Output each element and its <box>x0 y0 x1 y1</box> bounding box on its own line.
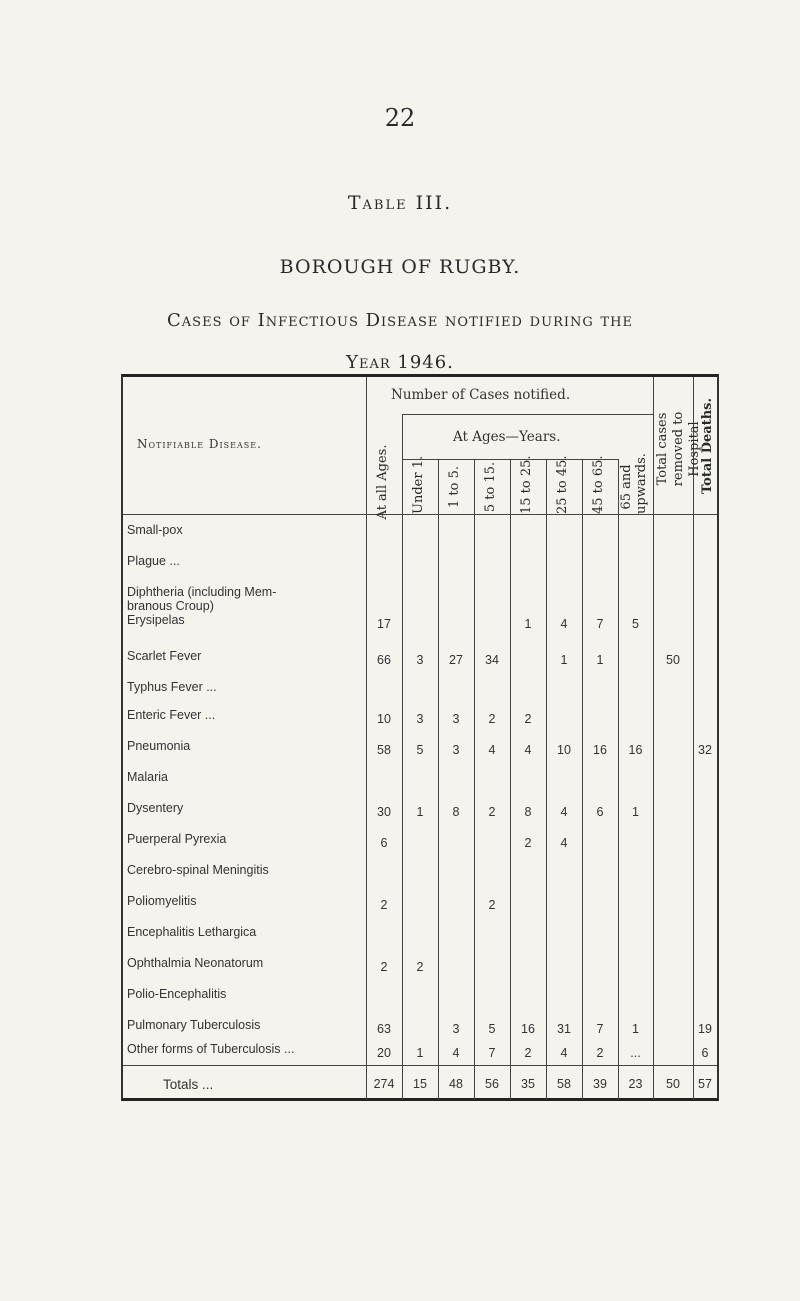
table-row-label <box>127 649 201 663</box>
table-cell: 31 <box>557 1022 571 1036</box>
table-cell: 2 <box>524 712 532 726</box>
row-label-text: Encephalitis Lethargica <box>127 925 257 939</box>
table-row-label <box>127 708 215 722</box>
table-cell: 3 <box>452 743 460 757</box>
table-row-label <box>127 987 226 1001</box>
table-cell: 63 <box>377 1022 391 1036</box>
table-cell: 1 <box>416 805 424 819</box>
table-cell: 7 <box>488 1046 496 1060</box>
table-cell: 56 <box>485 1077 499 1091</box>
row-label-text: Puerperal Pyrexia <box>127 832 227 846</box>
row-label-text: Ophthalmia Neonatorum <box>127 956 264 970</box>
header-age-5: 25 to 45. <box>555 455 570 514</box>
table-cell: 4 <box>452 1046 460 1060</box>
header-at-ages: At Ages—Years. <box>453 429 561 445</box>
table-cell: 66 <box>377 653 391 667</box>
table-cell: 4 <box>560 617 568 631</box>
table-cell: 16 <box>521 1022 535 1036</box>
table-cell: 23 <box>628 1077 643 1091</box>
table-row-label <box>127 801 183 815</box>
table-cell: 4 <box>560 836 568 850</box>
table-cell: 27 <box>449 653 463 667</box>
col-divider <box>693 377 694 1100</box>
table-cell: 1 <box>632 805 639 819</box>
table-row-label <box>127 523 183 537</box>
table-cell: 3 <box>452 712 460 726</box>
table-cell: 6 <box>596 805 604 819</box>
table-cell: 8 <box>524 805 532 819</box>
table-cell: 16 <box>628 743 643 757</box>
header-age-2: 1 to 5. <box>447 466 462 508</box>
row-label-text: Malaria <box>127 770 168 784</box>
col-divider <box>438 459 439 1100</box>
table-row-label <box>127 1042 294 1056</box>
table-row-label <box>127 894 196 908</box>
table-row-label <box>127 770 168 784</box>
row-label-text: branous Croup) <box>127 599 214 613</box>
col-divider <box>366 377 367 1100</box>
table-cell: 50 <box>666 653 680 667</box>
table-row-label <box>127 739 190 753</box>
table-row-label <box>127 680 217 694</box>
table-cell: 2 <box>380 960 388 974</box>
col-divider <box>582 459 583 1100</box>
table-cell: 2 <box>416 960 424 974</box>
table-cell: 57 <box>698 1077 712 1091</box>
row-label-text: Typhus Fever ... <box>127 680 217 694</box>
totals-rule <box>123 1065 717 1066</box>
table-cell: 58 <box>377 743 391 757</box>
table-cell: 34 <box>485 653 499 667</box>
table-cell: 5 <box>488 1022 496 1036</box>
table-cell: 5 <box>632 617 639 631</box>
header-age-6: 45 to 65. <box>591 455 606 514</box>
col-divider <box>546 459 547 1100</box>
row-label-text: Plague ... <box>127 554 180 568</box>
row-label-text: Pulmonary Tuberculosis <box>127 1018 261 1032</box>
table-cell: 1 <box>632 1022 639 1036</box>
table-cell: 4 <box>488 743 496 757</box>
table-cell: 3 <box>416 712 424 726</box>
table-cell: 8 <box>452 805 460 819</box>
col-divider <box>474 459 475 1100</box>
table-cell: 48 <box>449 1077 463 1091</box>
header-removed-hospital: Total cases removed to Hospital <box>655 411 702 487</box>
table-cell: 10 <box>377 712 391 726</box>
table-cell: 2 <box>488 805 496 819</box>
table-cell: 39 <box>593 1077 607 1091</box>
table-cell: 3 <box>452 1022 460 1036</box>
table-row-label <box>127 925 256 939</box>
totals-label: Totals ... <box>163 1077 214 1092</box>
table-cell: 1 <box>560 653 568 667</box>
table-cell: ... <box>630 1046 641 1060</box>
table-cell: 3 <box>416 653 424 667</box>
row-label-text: Scarlet Fever <box>127 649 202 663</box>
subtitle-line-1: Cases of Infectious Disease notified during the <box>167 310 633 331</box>
table-cell: 1 <box>416 1046 424 1060</box>
col-divider <box>402 414 403 1100</box>
row-label-text: Dysentery <box>127 801 184 815</box>
table-cell: 2 <box>488 712 496 726</box>
table-cell: 35 <box>521 1077 535 1091</box>
table-cell: 2 <box>524 1046 532 1060</box>
col-divider <box>653 377 654 1100</box>
row-label-text: Cerebro-spinal Meningitis <box>127 863 269 877</box>
header-rule <box>123 514 717 515</box>
row-label-text: Enteric Fever ... <box>127 708 216 722</box>
table-cell: 7 <box>596 617 604 631</box>
table-cell: 2 <box>524 836 532 850</box>
header-number-notified: Number of Cases notified. <box>391 387 571 403</box>
table-row-label <box>127 1018 260 1032</box>
table-cell: 30 <box>377 805 391 819</box>
table-cell: 5 <box>416 743 424 757</box>
table-cell: 1 <box>596 653 604 667</box>
row-label-text: Pneumonia <box>127 739 191 753</box>
col-divider <box>618 459 619 1100</box>
table-cell: 10 <box>557 743 571 757</box>
col-divider <box>510 459 511 1100</box>
table-cell: 4 <box>560 1046 568 1060</box>
header-rule <box>402 414 653 415</box>
row-label-text: Diphtheria (including Mem- <box>127 585 277 599</box>
table-cell: 20 <box>377 1046 391 1060</box>
table-cell: 50 <box>666 1077 680 1091</box>
table-cell: 16 <box>593 743 607 757</box>
subtitle-line-2: Year 1946. <box>346 352 454 373</box>
table-cell: 15 <box>413 1077 427 1091</box>
table-cell: 17 <box>377 617 391 631</box>
header-age-1: Under 1. <box>411 455 426 514</box>
row-label-text: Other forms of Tuberculosis ... <box>127 1042 295 1056</box>
table-row-label <box>127 863 269 877</box>
header-age-3: 5 to 15. <box>483 461 498 513</box>
table-row-label <box>127 554 180 568</box>
row-label-text: Erysipelas <box>127 613 185 627</box>
table-subtitle <box>0 300 800 384</box>
table-cell: 1 <box>524 617 532 631</box>
table-row-label <box>127 956 263 970</box>
table-cell: 7 <box>596 1022 604 1036</box>
table-cell: 32 <box>698 743 712 757</box>
table-cell: 4 <box>524 743 532 757</box>
row-label-text: Small-pox <box>127 523 183 537</box>
row-label-text: Poliomyelitis <box>127 894 197 908</box>
table-cell: 6 <box>701 1046 709 1060</box>
table-row-label <box>127 613 185 627</box>
page-number: 22 <box>384 104 416 132</box>
header-age-4: 15 to 25. <box>519 455 534 514</box>
table-cell: 274 <box>373 1077 395 1091</box>
disease-table <box>121 374 719 1101</box>
header-at-all-ages: At all Ages. <box>375 444 390 520</box>
table-cell: 19 <box>698 1022 712 1036</box>
header-disease: Notifiable Disease. <box>137 437 262 451</box>
table-cell: 2 <box>596 1046 604 1060</box>
table-cell: 58 <box>557 1077 571 1091</box>
borough-heading: BOROUGH OF RUGBY. <box>279 256 521 278</box>
table-cell: 4 <box>560 805 568 819</box>
row-label-text: Polio-Encephalitis <box>127 987 227 1001</box>
table-cell: 2 <box>488 898 496 912</box>
header-total-deaths: Total Deaths. <box>700 398 715 495</box>
table-cell: 6 <box>380 836 388 850</box>
header-age-7: 65 and upwards. <box>618 453 649 514</box>
table-cell: 2 <box>380 898 388 912</box>
header-rule <box>402 459 618 460</box>
table-row-label <box>127 585 276 613</box>
table-title: Table III. <box>347 192 453 214</box>
table-row-label <box>127 832 226 846</box>
